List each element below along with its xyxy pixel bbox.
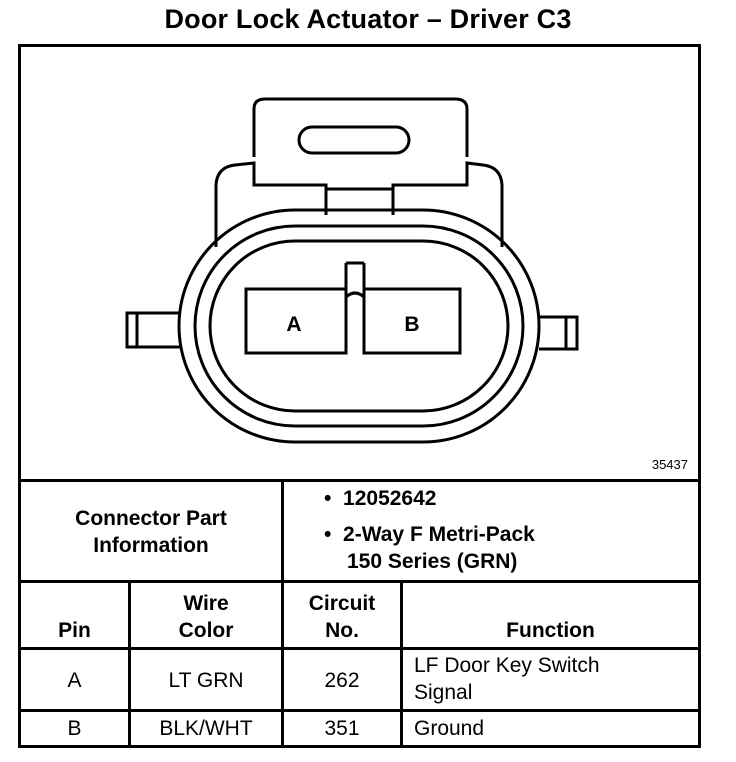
header-wire-color-line1: Wire: [183, 592, 229, 615]
bullet: •: [324, 523, 344, 546]
divider-drawing-table: [21, 479, 698, 482]
header-wire-color-line2: Color: [178, 619, 234, 642]
connector-inner-ring: [210, 241, 508, 411]
left-side-tab: [127, 313, 181, 347]
row-a-function-line1: LF Door Key Switch: [414, 654, 600, 677]
part-number-item: [324, 485, 436, 512]
part-description-line2: 150 Series (GRN): [347, 550, 518, 573]
pin-label-a: A: [286, 313, 302, 336]
connector-shoulder: [216, 163, 502, 247]
figure-number: 35437: [651, 457, 688, 472]
diagram-frame: [18, 44, 701, 748]
row-a-function: [414, 652, 600, 706]
row-b-pin: B: [67, 717, 82, 740]
row-a-wire-color: LT GRN: [168, 669, 244, 692]
divider-col-circuit: [400, 583, 403, 745]
part-info-label-line1: Connector Part: [75, 507, 227, 530]
divider-header: [21, 580, 698, 583]
header-wire-color: [131, 590, 281, 644]
right-side-tab: [539, 317, 577, 349]
center-key: [346, 263, 364, 353]
header-function: Function: [506, 619, 595, 642]
divider-row-a: [21, 647, 698, 650]
part-description-line1: 2-Way F Metri-Pack: [343, 523, 535, 546]
row-a-circuit: 262: [324, 669, 360, 692]
pin-label-b: B: [404, 313, 420, 336]
header-circuit-line1: Circuit: [308, 592, 376, 615]
row-a-pin: A: [67, 669, 82, 692]
divider-part-info: [281, 482, 284, 580]
header-pin: Pin: [58, 619, 91, 642]
divider-row-b: [21, 709, 698, 712]
row-b-wire-color: BLK/WHT: [159, 717, 253, 740]
row-a-function-line2: Signal: [414, 681, 473, 704]
row-b-circuit: 351: [324, 717, 360, 740]
connector-outer-ring: [179, 210, 539, 442]
bullet: •: [324, 487, 344, 510]
part-info-label: [21, 505, 281, 559]
header-circuit: [284, 590, 400, 644]
connector-drawing: [21, 47, 698, 479]
row-b-function: Ground: [414, 717, 485, 740]
part-number: 12052642: [343, 487, 437, 510]
part-description-item: [324, 521, 535, 548]
diagram-title: Door Lock Actuator – Driver C3: [164, 4, 572, 34]
latch-slot: [299, 127, 409, 153]
header-circuit-line2: No.: [325, 619, 359, 642]
part-info-label-line2: Information: [93, 534, 209, 557]
